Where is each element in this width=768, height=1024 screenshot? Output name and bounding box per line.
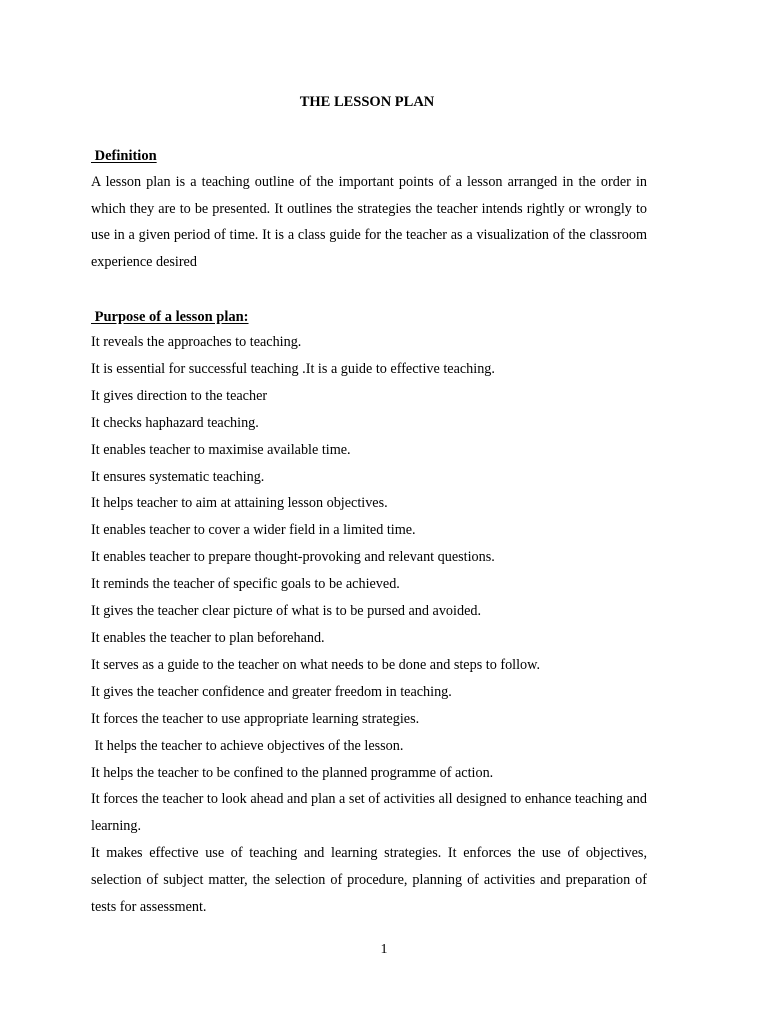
purpose-item: It reveals the approaches to teaching. bbox=[91, 334, 302, 350]
purpose-heading: Purpose of a lesson plan: bbox=[91, 309, 249, 325]
purpose-item: It enables teacher to prepare thought-provoking and relevant questions. bbox=[91, 549, 495, 566]
purpose-item: It enables teacher to maximise available time. bbox=[91, 441, 351, 458]
purpose-item: It helps the teacher to achieve objectives of the lesson. bbox=[91, 737, 404, 754]
purpose-item: It checks haphazard teaching. bbox=[91, 414, 259, 431]
purpose-item: It enables teacher to cover a wider field in a limited time. bbox=[91, 522, 416, 539]
purpose-item: It gives the teacher clear picture of what is to be pursed and avoided. bbox=[91, 603, 482, 620]
purpose-item: It forces the teacher to use appropriate learning strategies. bbox=[91, 710, 420, 727]
page-number: 1 bbox=[380, 942, 388, 957]
purpose-item: It gives the teacher confidence and greater freedom in teaching. bbox=[91, 683, 452, 700]
purpose-item: It ensures systematic teaching. bbox=[91, 468, 265, 485]
purpose-item: It serves as a guide to the teacher on what needs to be done and steps to follow. bbox=[91, 656, 541, 673]
purpose-item: It helps teacher to aim at attaining lesson objectives. bbox=[91, 495, 388, 512]
purpose-item: It makes effective use of teaching and learning strategies. It enforces the use of objectives, selection of subject matter, the selection of procedure, planning of activities and preparation of tests for assessment. bbox=[91, 845, 651, 916]
purpose-item: It helps the teacher to be confined to the planned programme of action. bbox=[91, 764, 494, 781]
definition-heading: Definition bbox=[91, 148, 157, 164]
purpose-item: It forces the teacher to look ahead and plan a set of activities all designed to enhance teaching and learning. bbox=[91, 791, 651, 835]
definition-paragraph: A lesson plan is a teaching outline of the important points of a lesson arranged in the order in which they are to be presented. It outlines the strategies the teacher intends rightly or wrongly to use in a given period of time. It is a class guide for the teacher as a visualization of the classroom experience desired bbox=[91, 174, 647, 271]
purpose-item: It enables the teacher to plan beforehand. bbox=[91, 629, 325, 646]
purpose-list bbox=[91, 329, 651, 921]
purpose-item: It reminds the teacher of specific goals to be achieved. bbox=[91, 576, 400, 593]
purpose-item: It is essential for successful teaching .It is a guide to effective teaching. bbox=[91, 360, 495, 377]
purpose-item: It gives direction to the teacher bbox=[91, 387, 268, 404]
page-title: THE LESSON PLAN bbox=[299, 94, 435, 110]
